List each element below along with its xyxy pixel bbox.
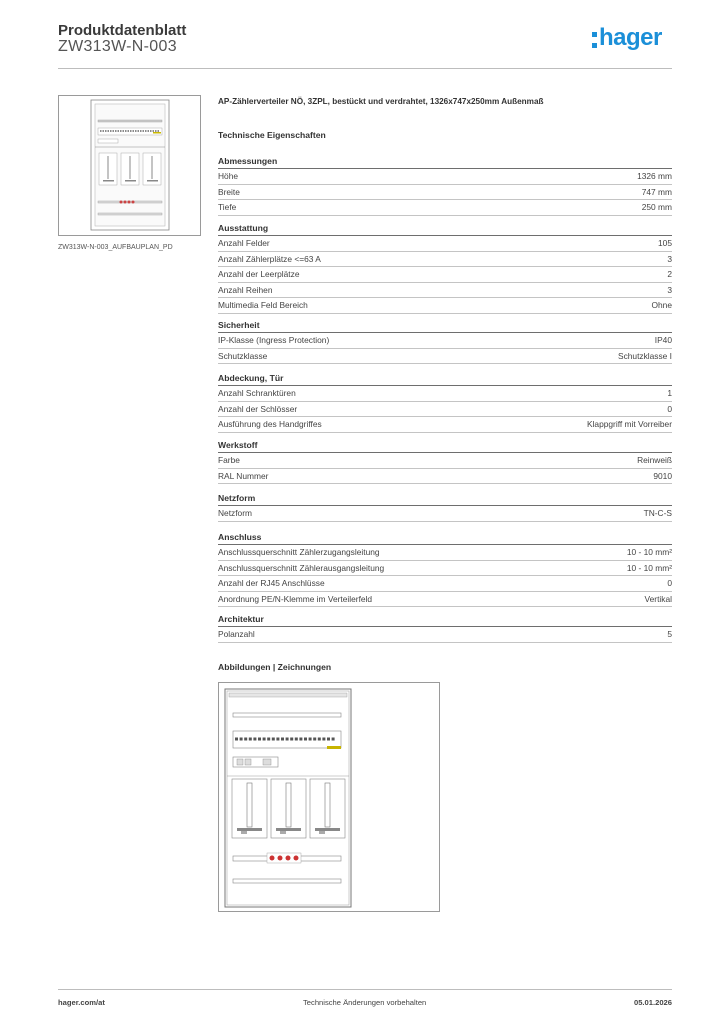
footer-divider — [58, 989, 672, 990]
row-value: Vertikal — [644, 593, 672, 604]
section-title: Abdeckung, Tür — [218, 373, 672, 386]
section-network — [218, 493, 672, 522]
row-label: Anzahl Felder — [218, 238, 270, 249]
section-title: Architektur — [218, 614, 672, 627]
section-title: Werkstoff — [218, 440, 672, 453]
table-row — [218, 349, 672, 365]
row-label: Anschlussquerschnitt Zählerzugangsleitung — [218, 547, 380, 558]
row-value: Ohne — [651, 300, 672, 311]
drawings-heading: Abbildungen | Zeichnungen — [218, 662, 332, 672]
table-row — [218, 627, 672, 643]
row-label: Netzform — [218, 508, 252, 519]
row-value: 3 — [667, 284, 672, 295]
row-label: Anordnung PE/N-Klemme im Verteilerfeld — [218, 593, 373, 604]
row-label: IP-Klasse (Ingress Protection) — [218, 335, 330, 346]
table-row — [218, 200, 672, 216]
row-value: 0 — [667, 403, 672, 414]
table-row — [218, 561, 672, 577]
footer-note: Technische Änderungen vorbehalten — [303, 998, 427, 1007]
table-row — [218, 453, 672, 469]
row-value: 250 mm — [641, 202, 672, 213]
row-value: 0 — [667, 578, 672, 589]
section-title: Ausstattung — [218, 223, 672, 236]
table-row — [218, 333, 672, 349]
section-equipment — [218, 223, 672, 314]
row-label: Anzahl Reihen — [218, 284, 273, 295]
table-row — [218, 298, 672, 314]
section-dimensions — [218, 156, 672, 216]
product-description: AP-Zählerverteiler NÖ, 3ZPL, bestückt und verdrahtet, 1326x747x250mm Außenmaß — [218, 97, 544, 106]
section-title: Anschluss — [218, 532, 672, 545]
footer-website[interactable]: hager.com/at — [58, 998, 105, 1007]
row-label: Tiefe — [218, 202, 237, 213]
row-value: 10 - 10 mm² — [626, 562, 672, 573]
table-row — [218, 386, 672, 402]
product-thumbnail — [58, 95, 201, 236]
row-value: Reinweiß — [637, 455, 672, 466]
row-label: Polanzahl — [218, 629, 255, 640]
row-value: 10 - 10 mm² — [626, 547, 672, 558]
page-title: Produktdatenblatt — [58, 22, 187, 39]
table-row — [218, 506, 672, 522]
row-label: RAL Nummer — [218, 470, 269, 481]
table-row — [218, 592, 672, 608]
row-label: Höhe — [218, 171, 239, 182]
table-row — [218, 469, 672, 485]
section-title: Netzform — [218, 493, 672, 506]
row-value: 9010 — [653, 470, 672, 481]
table-row — [218, 545, 672, 561]
section-title: Sicherheit — [218, 320, 672, 333]
footer-date: 05.01.2026 — [633, 998, 672, 1007]
row-label: Anzahl der Schlösser — [218, 403, 298, 414]
section-material — [218, 440, 672, 484]
section-cover-door — [218, 373, 672, 433]
section-architecture — [218, 614, 672, 643]
product-code: ZW313W-N-003 — [58, 38, 177, 55]
row-value: 1326 mm — [637, 171, 672, 182]
row-value: 105 — [658, 238, 672, 249]
section-safety — [218, 320, 672, 364]
row-label: Anzahl Schranktüren — [218, 388, 296, 399]
row-value: 747 mm — [641, 186, 672, 197]
table-row — [218, 283, 672, 299]
table-row — [218, 252, 672, 268]
row-label: Anzahl Zählerplätze <=63 A — [218, 253, 321, 264]
table-row — [218, 402, 672, 418]
row-label: Farbe — [218, 455, 240, 466]
section-title: Abmessungen — [218, 156, 672, 169]
row-label: Breite — [218, 186, 240, 197]
row-label: Anzahl der Leerplätze — [218, 269, 300, 280]
table-row — [218, 417, 672, 433]
technical-drawing — [218, 682, 440, 912]
row-label: Schutzklasse — [218, 350, 268, 361]
row-value: 5 — [667, 629, 672, 640]
row-value: 2 — [667, 269, 672, 280]
logo-text: hager — [599, 24, 662, 51]
table-row — [218, 576, 672, 592]
row-label: Ausführung des Handgriffes — [218, 419, 322, 430]
table-row — [218, 185, 672, 201]
row-value: IP40 — [654, 335, 672, 346]
section-connection — [218, 532, 672, 607]
row-value: Schutzklasse I — [618, 350, 672, 361]
logo-dots-icon — [592, 28, 598, 54]
technical-heading: Technische Eigenschaften — [218, 130, 326, 140]
header-divider — [58, 68, 672, 69]
row-value: 3 — [667, 253, 672, 264]
table-row — [218, 267, 672, 283]
row-label: Anzahl der RJ45 Anschlüsse — [218, 578, 325, 589]
row-value: 1 — [667, 388, 672, 399]
table-row — [218, 169, 672, 185]
image-caption: ZW313W-N-003_AUFBAUPLAN_PD — [58, 244, 173, 251]
row-value: Klappgriff mit Vorreiber — [586, 419, 672, 430]
row-value: TN-C-S — [643, 508, 672, 519]
row-label: Multimedia Feld Bereich — [218, 300, 308, 311]
table-row — [218, 236, 672, 252]
row-label: Anschlussquerschnitt Zählerausgangsleitung — [218, 562, 385, 573]
